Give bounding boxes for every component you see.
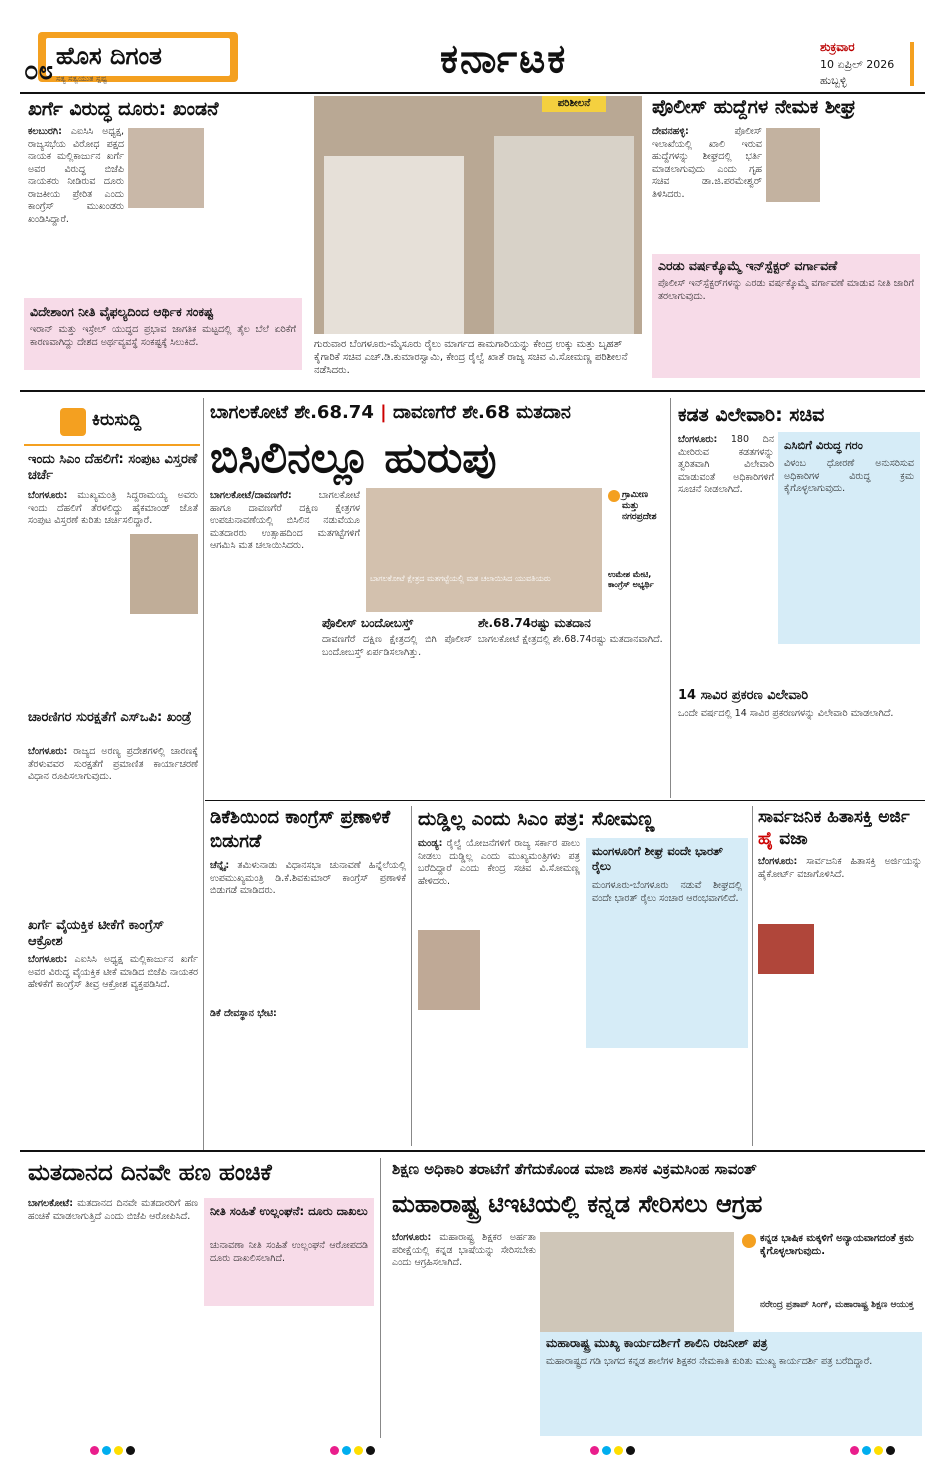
story10-quote-block bbox=[742, 1232, 922, 1332]
story8-body-cont-2 bbox=[758, 978, 814, 1140]
column-rule-4 bbox=[752, 806, 753, 1146]
yellow-dot bbox=[114, 1446, 123, 1455]
kirusuddi-dateline-3: ಬೆಂಗಳೂರು: bbox=[28, 954, 68, 965]
black-dot bbox=[366, 1446, 375, 1455]
lead-credit: ಉಮೇಶ ಮೇಟಿ, ಕಾಂಗ್ರೆಸ್ ಅಭ್ಯರ್ಥಿ bbox=[608, 570, 654, 589]
story10-kicker: ಶಿಕ್ಷಣ ಅಧಿಕಾರಿ ತರಾಟೆಗೆ ತೆಗೆದುಕೊಂಡ ಮಾಜಿ ಶಾಸಕ ವಿಕ್ರಮಸಿಂಹ ಸಾವಂತ್ bbox=[392, 1160, 757, 1178]
black-dot bbox=[626, 1446, 635, 1455]
masthead bbox=[0, 0, 945, 92]
lead-kicker-b: ದಾವಣಗೆರೆ ಶೇ.68 ಮತದಾನ bbox=[393, 402, 571, 423]
column-rule-1 bbox=[203, 398, 204, 1150]
photo-tag: ಪರಿಶೀಲನೆ bbox=[542, 96, 606, 112]
story7-photo bbox=[418, 930, 480, 1010]
story2-headline: ವಿದೇಶಾಂಗ ನೀತಿ ವೈಫಲ್ಯದಿಂದ ಆರ್ಥಿಕ ಸಂಕಷ್ಟ bbox=[30, 304, 214, 319]
section-title: ಕರ್ನಾಟಕ bbox=[440, 36, 568, 82]
story6-sub-block bbox=[210, 1008, 406, 1142]
story7-box bbox=[586, 838, 748, 1048]
story5-box-text: ವಿಳಂಬ ಧೋರಣೆ ಅನುಸರಿಸುವ ಅಧಿಕಾರಿಗಳ ವಿರುದ್ಧ ಕ್ರಮ ಕೈಗೊಳ್ಳಲಾಗುವುದು. bbox=[784, 458, 914, 494]
story5-body-cont bbox=[778, 646, 920, 680]
story1-photo bbox=[128, 128, 204, 208]
story7-box-title: ಮಂಗಳೂರಿಗೆ ಶೀಘ್ರ ವಂದೇ ಭಾರತ್ ರೈಲು bbox=[592, 844, 723, 873]
lead-photo bbox=[366, 488, 602, 612]
lead-kicker bbox=[210, 402, 668, 432]
masthead-rule bbox=[20, 92, 925, 94]
cyan-dot bbox=[342, 1446, 351, 1455]
magenta-dot bbox=[90, 1446, 99, 1455]
story3-text: ಪೊಲೀಸ್ ಇಲಾಖೆಯಲ್ಲಿ ಖಾಲಿ ಇರುವ ಹುದ್ದೆಗಳನ್ನು ಶೀಘ್ರದಲ್ಲಿ ಭರ್ತಿ ಮಾಡಲಾಗುವುದು ಎಂದು ಗೃಹ ಸಚಿವ ಡಾ.ಜಿ.ಪರಮೇಶ್ವರ್ ತಿಳಿಸಿದರು. bbox=[652, 126, 762, 200]
kirusuddi-photo bbox=[130, 534, 198, 614]
kirusuddi-icon bbox=[60, 408, 86, 436]
story1-dateline: ಕಲಬುರಗಿ: bbox=[28, 126, 62, 137]
photo-caption: ಗುರುವಾರ ಬೆಂಗಳೂರು-ಮೈಸೂರು ರೈಲು ಮಾರ್ಗದ ಕಾಮಗಾರಿಯನ್ನು ಕೇಂದ್ರ ಉಕ್ಕು ಮತ್ತು ಬೃಹತ್ ಕೈಗಾರಿಕೆ ಸಚಿವ ಎಚ್.ಡಿ.ಕುಮಾರಸ್ವಾಮಿ, ಕೇಂದ್ರ ರೈಲ್ವೆ ಖಾತೆ ರಾಜ್ಯ ಸಚಿವ ವಿ.ಸೋಮಣ್ಣ ಪರಿಶೀಲನೆ ನಡೆಸಿದರು. bbox=[314, 339, 628, 376]
kirusuddi-headline-1: ಇಂದು ಸಿಎಂ ದೆಹಲಿಗೆ: ಸಂಪುಟ ವಿಸ್ತರಣೆ ಚರ್ಚೆ bbox=[28, 452, 198, 483]
story7-text: ರೈಲ್ವೆ ಯೋಜನೆಗಳಿಗೆ ರಾಜ್ಯ ಸರ್ಕಾರ ಪಾಲು ನೀಡಲು ದುಡ್ಡಿಲ್ಲ ಎಂದು ಮುಖ್ಯಮಂತ್ರಿಗಳು ಪತ್ರ ಬರೆದಿದ್ದಾರೆ ಎಂದು ಕೇಂದ್ರ ಸಚಿವ ವಿ.ಸೋಮಣ್ಣ ಹೇಳಿದರು. bbox=[418, 838, 580, 887]
story5-sub: 14 ಸಾವಿರ ಪ್ರಕರಣ ವಿಲೇವಾರಿ bbox=[678, 688, 809, 703]
magenta-dot bbox=[590, 1446, 599, 1455]
kirusuddi-headline-3: ಖರ್ಗೆ ವೈಯಕ್ತಿಕ ಟೀಕೆಗೆ ಕಾಂಗ್ರೆಸ್ ಆಕ್ರೋಶ bbox=[28, 918, 165, 949]
row-rule-1 bbox=[20, 390, 925, 392]
yellow-dot bbox=[614, 1446, 623, 1455]
kirusuddi-body-3 bbox=[28, 954, 198, 1140]
story9-box-title: ನೀತಿ ಸಂಹಿತೆ ಉಲ್ಲಂಘನೆ: ದೂರು ದಾಖಲು bbox=[210, 1204, 368, 1218]
story6-body bbox=[210, 860, 406, 1004]
kirusuddi-dateline-1: ಬೆಂಗಳೂರು: bbox=[28, 490, 68, 501]
registration-marks-mid-2 bbox=[590, 1440, 635, 1459]
story3-dateline: ದೇವನಹಳ್ಳಿ: bbox=[652, 126, 689, 137]
cyan-dot bbox=[602, 1446, 611, 1455]
kirusuddi-label: ಕಿರುಸುದ್ದಿ bbox=[92, 410, 142, 430]
edition-city: ಹುಬ್ಬಳ್ಳಿ bbox=[820, 74, 847, 87]
story8-photo bbox=[758, 924, 814, 974]
story5-box bbox=[778, 432, 920, 644]
story10-quote: ಕನ್ನಡ ಭಾಷಿಕ ಮಕ್ಕಳಿಗೆ ಅನ್ಯಾಯವಾಗದಂತೆ ಕ್ರಮ ಕೈಗೊಳ್ಳಲಾಗುವುದು. bbox=[760, 1233, 914, 1257]
photo-inspection bbox=[314, 96, 642, 334]
yellow-dot bbox=[874, 1446, 883, 1455]
lead-text: ಬಾಗಲಕೋಟೆ ಹಾಗೂ ದಾವಣಗೆರೆ ದಕ್ಷಿಣ ಕ್ಷೇತ್ರಗಳ ಉಪಚುನಾವಣೆಯಲ್ಲಿ ಬಿಸಿಲಿನ ನಡುವೆಯೂ ಮತದಾರರು ಉತ್ಸಾಹದಿಂದ ಮತಗಟ್ಟೆಗಳಿಗೆ ಆಗಮಿಸಿ ಮತ ಚಲಾಯಿಸಿದರು. bbox=[210, 490, 360, 551]
lead-dateline: ಬಾಗಲಕೋಟೆ/ದಾವಣಗೆರೆ: bbox=[210, 490, 292, 501]
photo-figure-left bbox=[324, 156, 464, 334]
story8-headline-a: ಸಾರ್ವಜನಿಕ ಹಿತಾಸಕ್ತಿ ಅರ್ಜಿ bbox=[758, 807, 910, 827]
story1-body bbox=[28, 126, 124, 298]
logo-sub: ಸತ್ಯ ಸತ್ವಯುತ ಸ್ಪಷ್ಟ bbox=[56, 74, 107, 83]
story2-text: ಇರಾನ್ ಮತ್ತು ಇಸ್ರೇಲ್ ಯುದ್ಧದ ಪ್ರಭಾವ ಜಾಗತಿಕ ಮಟ್ಟದಲ್ಲಿ ತೈಲ ಬೆಲೆ ಏರಿಕೆಗೆ ಕಾರಣವಾಗಿದ್ದು ದೇಶದ ಅರ್ಥವ್ಯವಸ್ಥೆ ಸಂಕಷ್ಟಕ್ಕೆ ಸಿಲುಕಿದೆ. bbox=[30, 324, 296, 348]
kicker-divider: | bbox=[380, 402, 387, 423]
story7-body bbox=[418, 838, 580, 930]
story4-headline: ಎರಡು ವರ್ಷಕ್ಕೊಮ್ಮೆ ಇನ್‌ಸ್ಪೆಕ್ಟರ್ ವರ್ಗಾವಣೆ bbox=[658, 258, 838, 273]
story7-headline: ದುಡ್ಡಿಲ್ಲ ಎಂದು ಸಿಎಂ ಪತ್ರ: ಸೋಮಣ್ಣ bbox=[418, 808, 655, 830]
kirusuddi-rule bbox=[24, 444, 200, 446]
story10-box bbox=[540, 1332, 922, 1436]
issue-day: ಶುಕ್ರವಾರ bbox=[820, 40, 855, 54]
kirusuddi-text-2: ರಾಜ್ಯದ ಅರಣ್ಯ ಪ್ರದೇಶಗಳಲ್ಲಿ ಚಾರಣಕ್ಕೆ ತೆರಳುವವರ ಸುರಕ್ಷತೆಗೆ ಪ್ರಮಾಣಿತ ಕಾರ್ಯಾಚರಣೆ ವಿಧಾನ ರೂಪಿಸಲಾಗುವುದು. bbox=[28, 746, 198, 782]
story10-dateline: ಬೆಂಗಳೂರು: bbox=[392, 1232, 432, 1243]
lead-sub-2: ಶೇ.68.74ರಷ್ಟು ಮತದಾನ bbox=[478, 616, 591, 630]
story9-body bbox=[28, 1198, 198, 1436]
logo-text: ಹೊಸ ದಿಗಂತ bbox=[56, 42, 162, 70]
story4-box bbox=[652, 254, 920, 378]
story3-headline: ಪೊಲೀಸ್ ಹುದ್ದೆಗಳ ನೇಮಕ ಶೀಘ್ರ bbox=[652, 96, 856, 118]
lead-headline: ಬಿಸಿಲಿನಲ್ಲೂ ಹುರುಪು bbox=[210, 433, 497, 482]
lead-photo-sidebar bbox=[608, 490, 666, 610]
kirusuddi-body-2 bbox=[28, 746, 198, 908]
story9-dateline: ಬಾಗಲಕೋಟೆ: bbox=[28, 1198, 73, 1209]
story2-box bbox=[24, 298, 302, 370]
lead-body-cont bbox=[210, 612, 316, 790]
story9-box-text: ಚುನಾವಣಾ ನೀತಿ ಸಂಹಿತೆ ಉಲ್ಲಂಘನೆ ಆರೋಪದಡಿ ದೂರು ದಾಖಲಿಸಲಾಗಿದೆ. bbox=[210, 1240, 368, 1264]
story6-dateline: ಚೆನ್ನೈ: bbox=[210, 860, 230, 871]
registration-marks-mid-1 bbox=[330, 1440, 375, 1459]
story3-photo bbox=[766, 128, 820, 202]
story7-dateline: ಮಂಡ್ಯ: bbox=[418, 838, 443, 849]
accent-bar bbox=[910, 42, 914, 86]
kirusuddi-text-1: ಮುಖ್ಯಮಂತ್ರಿ ಸಿದ್ದರಾಮಯ್ಯ ಅವರು ಇಂದು ದೆಹಲಿಗೆ ತೆರಳಲಿದ್ದು ಹೈಕಮಾಂಡ್ ಜೊತೆ ಸಂಪುಟ ವಿಸ್ತರಣೆ ಕುರಿತು ಚರ್ಚಿಸಲಿದ್ದಾರೆ. bbox=[28, 490, 198, 526]
row-rule-2 bbox=[205, 800, 925, 801]
story10-quote-by: ನರೇಂದ್ರ ಪ್ರತಾಪ್ ಸಿಂಗ್, ಮಹಾರಾಷ್ಟ್ರ ಶಿಕ್ಷಣ ಆಯುಕ್ತ bbox=[760, 1300, 914, 1310]
lead-sub-2-text: ಬಾಗಲಕೋಟೆ ಕ್ಷೇತ್ರದಲ್ಲಿ ಶೇ.68.74ರಷ್ಟು ಮತದಾನವಾಗಿದೆ. bbox=[478, 634, 663, 645]
story3-column-2 bbox=[824, 126, 920, 248]
story6-sub: ಡಿಕೆ ದೇವಸ್ಥಾನ ಭೇಟಿ: bbox=[210, 1008, 277, 1019]
magenta-dot bbox=[330, 1446, 339, 1455]
issue-date: 10 ಏಪ್ರಿಲ್ 2026 bbox=[820, 58, 895, 71]
story7-body-cont-3 bbox=[586, 1052, 748, 1140]
registration-marks-left bbox=[90, 1440, 135, 1459]
black-dot bbox=[886, 1446, 895, 1455]
story10-photo bbox=[540, 1232, 734, 1332]
story8-headline-b: ಹೈ bbox=[758, 829, 774, 849]
story1-text: ಎಐಸಿಸಿ ಅಧ್ಯಕ್ಷ, ರಾಜ್ಯಸಭೆಯ ವಿರೋಧ ಪಕ್ಷದ ನಾಯಕ ಮಲ್ಲಿಕಾರ್ಜುನ ಖರ್ಗೆ ಅವರ ವಿರುದ್ಧ ಬಿಜೆಪಿ ನಾಯಕರು ನೀಡಿರುವ ದೂರು ರಾಜಕೀಯ ಪ್ರೇರಿತ ಎಂದು ಕಾಂಗ್ರೆಸ್ ಮುಖಂಡರು ಖಂಡಿಸಿದ್ದಾರೆ. bbox=[28, 126, 124, 225]
story8-dateline: ಬೆಂಗಳೂರು: bbox=[758, 856, 798, 867]
kirusuddi-body-1 bbox=[28, 490, 198, 534]
lead-sub-1: ಪೊಲೀಸ್ ಬಂದೋಬಸ್ತ್ bbox=[322, 616, 414, 630]
story10-text: ಮಹಾರಾಷ್ಟ್ರ ಶಿಕ್ಷಕರ ಅರ್ಹತಾ ಪರೀಕ್ಷೆಯಲ್ಲಿ ಕನ್ನಡ ಭಾಷೆಯನ್ನು ಸೇರಿಸಬೇಕು ಎಂದು ಆಗ್ರಹಿಸಲಾಗಿದೆ. bbox=[392, 1232, 536, 1268]
cyan-dot bbox=[102, 1446, 111, 1455]
story5-sub-text: ಒಂದೇ ವರ್ಷದಲ್ಲಿ 14 ಸಾವಿರ ಪ್ರಕರಣಗಳನ್ನು ವಿಲೇವಾರಿ ಮಾಡಲಾಗಿದೆ. bbox=[678, 708, 894, 719]
story10-body bbox=[392, 1232, 536, 1332]
story5-headline: ಕಡತ ವಿಲೇವಾರಿ: ಸಚಿವ bbox=[678, 404, 825, 426]
magenta-dot bbox=[850, 1446, 859, 1455]
story5-dateline: ಬೆಂಗಳೂರು: bbox=[678, 434, 718, 445]
story10-sub-text: ಮಹಾರಾಷ್ಟ್ರದ ಗಡಿ ಭಾಗದ ಕನ್ನಡ ಶಾಲೆಗಳ ಶಿಕ್ಷಕರ ನೇಮಕಾತಿ ಕುರಿತು ಮುಖ್ಯ ಕಾರ್ಯದರ್ಶಿ ಪತ್ರ ಬರೆದಿದ್ದಾರೆ. bbox=[546, 1356, 873, 1367]
story5-body bbox=[678, 434, 774, 680]
cyan-dot bbox=[862, 1446, 871, 1455]
story8-headline-c: ವಜಾ bbox=[779, 829, 808, 849]
kirusuddi-headline-2: ಚಾರಣಿಗರ ಸುರಕ್ಷತೆಗೆ ಎಸ್‌ಒಪಿ: ಖಂಡ್ರೆ bbox=[28, 710, 192, 725]
story9-box bbox=[204, 1198, 374, 1306]
column-rule-3 bbox=[411, 806, 412, 1146]
story10-headline: ಮಹಾರಾಷ್ಟ್ರ ಟಿಇಟಿಯಲ್ಲಿ ಕನ್ನಡ ಸೇರಿಸಲು ಆಗ್ರಹ bbox=[392, 1190, 763, 1218]
story10-sub: ಮಹಾರಾಷ್ಟ್ರ ಮುಖ್ಯ ಕಾರ್ಯದರ್ಶಿಗೆ ಶಾಲಿನಿ ರಜನೀಶ್ ಪತ್ರ bbox=[546, 1336, 768, 1350]
page-number: ೦೮ bbox=[24, 56, 54, 86]
column-rule-5 bbox=[380, 1158, 381, 1438]
story8-body-cont bbox=[818, 924, 922, 1140]
story1-column-2 bbox=[210, 126, 302, 298]
story10-body-cont bbox=[392, 1336, 536, 1436]
lead-body bbox=[210, 490, 360, 612]
lead-sub-1-text: ದಾವಣಗೆರೆ ದಕ್ಷಿಣ ಕ್ಷೇತ್ರದಲ್ಲಿ ಬಿಗಿ ಪೊಲೀಸ್ ಬಂದೋಬಸ್ತ್ ಏರ್ಪಡಿಸಲಾಗಿತ್ತು. bbox=[322, 634, 472, 658]
kirusuddi-body-1-cont bbox=[28, 534, 126, 704]
bullet-icon bbox=[608, 490, 620, 502]
story7-box-text: ಮಂಗಳೂರು-ಬೆಂಗಳೂರು ನಡುವೆ ಶೀಘ್ರದಲ್ಲಿ ವಂದೇ ಭಾರತ್ ರೈಲು ಸಂಚಾರ ಆರಂಭವಾಗಲಿದೆ. bbox=[592, 880, 742, 904]
black-dot bbox=[126, 1446, 135, 1455]
lead-photo-label: ಗ್ರಾಮೀಣ ಮತ್ತು ನಗರಪ್ರದೇಶ bbox=[622, 490, 657, 522]
story9-headline: ಮತದಾನದ ದಿನವೇ ಹಣ ಹಂಚಿಕೆ bbox=[28, 1160, 272, 1186]
registration-marks-right bbox=[850, 1440, 895, 1459]
logo bbox=[38, 32, 238, 82]
story8-text: ಸಾರ್ವಜನಿಕ ಹಿತಾಸಕ್ತಿ ಅರ್ಜಿಯನ್ನು ಹೈಕೋರ್ಟ್ ವಜಾಗೊಳಿಸಿದೆ. bbox=[758, 856, 922, 880]
yellow-dot bbox=[354, 1446, 363, 1455]
story9-body-cont bbox=[204, 1310, 374, 1436]
kirusuddi-dateline-2: ಬೆಂಗಳೂರು: bbox=[28, 746, 68, 757]
photo-figure-right bbox=[494, 136, 634, 334]
lead-photo-note: ಬಾಗಲಕೋಟೆ ಕ್ಷೇತ್ರದ ಮತಗಟ್ಟೆಯಲ್ಲಿ ಮತ ಚಲಾಯಿಸಿದ ಯುವತಿಯರು bbox=[370, 574, 551, 583]
story6-headline: ಡಿಕೆಶಿಯಿಂದ ಕಾಂಗ್ರೆಸ್ ಪ್ರಣಾಳಿಕೆ ಬಿಡುಗಡೆ bbox=[210, 807, 391, 852]
quote-icon bbox=[742, 1234, 756, 1248]
story9-text: ಮತದಾನದ ದಿನವೇ ಮತದಾರರಿಗೆ ಹಣ ಹಂಚಿಕೆ ಮಾಡಲಾಗುತ್ತಿದೆ ಎಂದು ಬಿಜೆಪಿ ಆರೋಪಿಸಿದೆ. bbox=[28, 1198, 198, 1222]
story1-headline: ಖರ್ಗೆ ವಿರುದ್ಧ ದೂರು: ಖಂಡನೆ bbox=[28, 98, 219, 120]
story6-text: ತಮಿಳುನಾಡು ವಿಧಾನಸಭಾ ಚುನಾವಣೆ ಹಿನ್ನೆಲೆಯಲ್ಲಿ ಉಪಮುಖ್ಯಮಂತ್ರಿ ಡಿ.ಕೆ.ಶಿವಕುಮಾರ್ ಕಾಂಗ್ರೆಸ್ ಪ್ರಣಾಳಿಕೆ ಬಿಡುಗಡೆ ಮಾಡಿದರು. bbox=[210, 860, 406, 896]
story5-box-title: ಎಸಿಬಿಗೆ ವಿರುದ್ಧ ಗರಂ bbox=[784, 438, 863, 452]
story8-headline bbox=[758, 806, 922, 850]
story7-body-cont bbox=[484, 930, 580, 1140]
story8-body bbox=[758, 856, 922, 918]
story3-body bbox=[652, 126, 762, 248]
row-rule-3 bbox=[20, 1150, 925, 1152]
lead-kicker-a: ಬಾಗಲಕೋಟೆ ಶೇ.68.74 bbox=[210, 402, 374, 423]
story7-body-cont-2 bbox=[418, 1014, 480, 1140]
story5-text: 180 ದಿನ ಮೀರಿರುವ ಕಡತಗಳನ್ನು ತ್ವರಿತವಾಗಿ ವಿಲೇವಾರಿ ಮಾಡುವಂತೆ ಅಧಿಕಾರಿಗಳಿಗೆ ಸೂಚನೆ ನೀಡಲಾಗಿದೆ. bbox=[678, 434, 774, 495]
kirusuddi-text-3: ಎಐಸಿಸಿ ಅಧ್ಯಕ್ಷ ಮಲ್ಲಿಕಾರ್ಜುನ ಖರ್ಗೆ ಅವರ ವಿರುದ್ಧ ವೈಯಕ್ತಿಕ ಟೀಕೆ ಮಾಡಿದ ಬಿಜೆಪಿ ನಾಯಕರ ಹೇಳಿಕೆಗೆ ಕಾಂಗ್ರೆಸ್ ತೀವ್ರ ಆಕ್ರೋಶ ವ್ಯಕ್ತಪಡಿಸಿದೆ. bbox=[28, 954, 198, 990]
column-rule-2 bbox=[670, 398, 671, 798]
story4-text: ಪೊಲೀಸ್ ಇನ್‌ಸ್ಪೆಕ್ಟರ್‌ಗಳನ್ನು ಎರಡು ವರ್ಷಕ್ಕೊಮ್ಮೆ ವರ್ಗಾವಣೆ ಮಾಡುವ ನೀತಿ ಜಾರಿಗೆ ತರಲಾಗುವುದು. bbox=[658, 278, 914, 302]
